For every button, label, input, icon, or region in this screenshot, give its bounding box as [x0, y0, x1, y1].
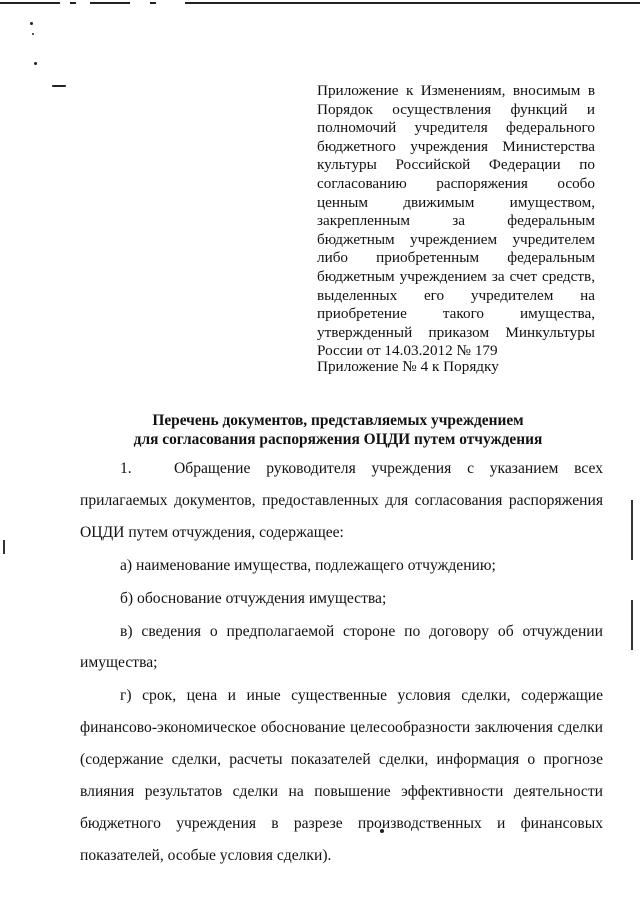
appendix-note [317, 82, 595, 361]
appendix-line: утвержденный приказом Минкультуры [317, 323, 595, 341]
item-g-line: финансово-экономическое обоснование целесообразности заключения сделки [80, 719, 603, 736]
item-g-cont [80, 783, 603, 801]
item-v-line: в) сведения о предполагаемой стороне по договору об отчуждении [120, 623, 603, 640]
item-1-line [80, 460, 603, 478]
item-1-line: ОЦДИ путем отчуждения, содержащее: [80, 524, 344, 541]
item-1-text: Обращение руководителя учреждения с указанием всех [174, 460, 603, 477]
appendix-line: России от 14.03.2012 № 179 [317, 342, 498, 360]
appendix-line: закрепленным за федеральным [317, 212, 595, 230]
item-g-line: (содержание сделки, расчеты показателей сделки, информация о прогнозе [80, 751, 603, 768]
appendix-line: бюджетного учреждения Министерства [317, 137, 595, 155]
appendix-number: Приложение № 4 к Порядку [317, 358, 499, 375]
item-1-cont [80, 492, 603, 510]
scan-speck [32, 33, 34, 35]
appendix-line: Порядок осуществления функций и [317, 100, 595, 118]
scan-edge-line [631, 500, 633, 560]
scan-edge-line [3, 540, 5, 554]
scan-mark [70, 2, 76, 4]
appendix-line: бюджетным учреждением учредителем [317, 230, 595, 248]
appendix-line: приобретение такого имущества, [317, 305, 595, 323]
item-g-cont [80, 815, 603, 833]
item-a: а) наименование имущества, подлежащего отчуждению; [120, 557, 496, 574]
scan-mark [150, 2, 156, 4]
item-g-cont [80, 751, 603, 769]
item-g-line: бюджетного учреждения в разрезе производственных и финансовых [80, 815, 603, 832]
item-1-number: 1. [120, 460, 132, 477]
scan-speck [34, 62, 37, 65]
item-v-end: имущества; [80, 654, 158, 671]
appendix-line: либо приобретенным федеральным [317, 249, 595, 267]
title-line-1: Перечень документов, представляемых учреждением [152, 412, 524, 429]
item-g [80, 687, 603, 705]
item-g-end: показателей, особые условия сделки). [80, 847, 332, 864]
appendix-line: культуры Российской Федерации по [317, 156, 595, 174]
item-g-cont [80, 719, 603, 737]
scan-speck [52, 85, 66, 87]
item-g-line: влияния результатов сделки на повышение эффективности деятельности [80, 783, 603, 800]
appendix-line: выделенных его учредителем на [317, 286, 595, 304]
appendix-line: полномочий учредителя федерального [317, 119, 595, 137]
item-1-line: прилагаемых документов, предоставленных для согласования распоряжения [80, 492, 603, 509]
item-v [80, 623, 603, 641]
scan-speck [30, 22, 33, 25]
item-b: б) обоснование отчуждения имущества; [120, 590, 387, 607]
item-1 [80, 460, 603, 478]
scan-mark [90, 2, 130, 4]
appendix-line: согласованию распоряжения особо [317, 174, 595, 192]
scan-mark [0, 2, 60, 4]
appendix-line: Приложение к Изменениям, вносимым в [317, 82, 595, 99]
appendix-line: бюджетным учреждением за счет средств, [317, 267, 595, 285]
title-line-2: для согласования распоряжения ОЦДИ путем отчуждения [133, 431, 543, 448]
appendix-line: ценным движимым имуществом, [317, 193, 595, 211]
item-1-end [80, 524, 603, 542]
document-title [88, 411, 588, 449]
scan-artifact-top [0, 0, 640, 6]
scan-mark [185, 2, 640, 4]
item-g-line: г) срок, цена и иные существенные условия сделки, содержащие [120, 687, 603, 704]
